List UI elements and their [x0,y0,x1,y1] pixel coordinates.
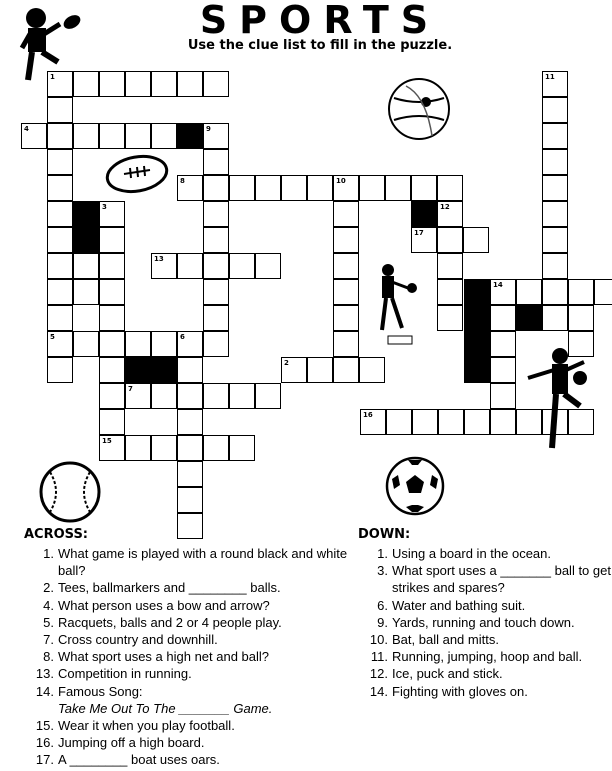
crossword-cell[interactable] [333,175,359,201]
football-icon [104,152,170,196]
clue-text: Running, jumping, hoop and ball. [392,649,583,665]
across-clue [24,683,354,717]
down-clue [358,631,612,648]
clue-text: A ________ boat uses oars. [58,752,220,768]
crossword-cell[interactable] [542,97,568,123]
crossword-cell[interactable] [73,279,99,305]
crossword-cell[interactable] [47,253,73,279]
crossword-cell[interactable] [177,435,203,461]
crossword-cell[interactable] [542,253,568,279]
crossword-cell[interactable] [307,357,333,383]
clue-text: Wear it when you play football. [58,718,235,734]
clue-text: What person uses a bow and arrow? [58,597,270,613]
clue-number: 3. [377,563,388,579]
crossword-cell[interactable] [99,305,125,331]
crossword-cell[interactable] [203,253,229,279]
crossword-cell[interactable] [203,331,229,357]
clue-text: Jumping off a high board. [58,735,205,751]
crossword-cell[interactable] [99,201,125,227]
crossword-cell[interactable] [99,383,125,409]
crossword-cell[interactable] [177,253,203,279]
crossword-cell[interactable] [99,331,125,357]
clue-number-label: 3 [102,203,107,211]
page-title: SPORTS [199,0,441,42]
clue-text: Famous Song: [58,683,143,699]
crossword-cell[interactable] [99,253,125,279]
clue-number-label: 6 [180,333,185,341]
crossword-cell[interactable] [73,253,99,279]
clue-number: 13. [35,666,54,682]
crossword-cell[interactable] [73,123,99,149]
crossword-cell[interactable] [99,357,125,383]
crossword-cell[interactable] [47,123,73,149]
clue-text: What sport uses a high net and ball? [58,649,270,665]
across-clue [24,545,354,579]
clue-text: Using a board in the ocean. [392,546,551,561]
crossword-cell[interactable] [99,227,125,253]
across-clue [24,717,354,734]
baseball-icon [38,460,102,524]
crossword-cell[interactable] [333,357,359,383]
clue-number: 5. [43,614,54,630]
crossword-cell[interactable] [542,175,568,201]
crossword-cell[interactable] [255,383,281,409]
crossword-cell[interactable] [542,227,568,253]
crossword-cell[interactable] [255,253,281,279]
crossword-cell[interactable] [47,149,73,175]
across-clue [24,665,354,682]
black-square [464,305,490,331]
across-clue [24,614,354,631]
crossword-cell[interactable] [568,279,594,305]
across-clues [24,527,354,769]
black-square [464,279,490,305]
crossword-cell[interactable] [437,227,463,253]
crossword-cell[interactable] [333,227,359,253]
crossword-cell[interactable] [99,123,125,149]
crossword-cell[interactable] [437,253,463,279]
crossword-cell[interactable] [255,175,281,201]
crossword-cell[interactable] [333,201,359,227]
crossword-cell[interactable] [47,227,73,253]
crossword-cell[interactable] [360,409,386,435]
black-square [125,357,151,383]
crossword-cell[interactable] [125,435,151,461]
clue-text: What sport uses a _______ ball to get strikes and spares? [392,563,611,596]
crossword-cell[interactable] [125,331,151,357]
crossword-cell[interactable] [281,357,307,383]
clue-number: 9. [377,614,388,630]
crossword-cell[interactable] [490,409,516,435]
crossword-cell[interactable] [203,435,229,461]
down-clue [358,683,612,700]
crossword-cell[interactable] [177,331,203,357]
across-clue [24,734,354,751]
clue-number: 17. [35,752,54,768]
crossword-cell[interactable] [307,175,333,201]
down-clue [358,665,612,682]
crossword-cell[interactable] [177,357,203,383]
black-square [516,305,542,331]
clue-text: Tees, ballmarkers and ________ balls. [58,580,281,596]
crossword-cell[interactable] [177,409,203,435]
clue-number: 2. [43,580,54,596]
crossword-cell[interactable] [177,71,203,97]
clue-number-label: 2 [284,359,289,367]
crossword-cell[interactable] [47,279,73,305]
crossword-cell[interactable] [125,123,151,149]
crossword-cell[interactable] [411,175,437,201]
crossword-cell[interactable] [490,331,516,357]
crossword-cell[interactable] [386,409,412,435]
black-square [73,201,99,227]
clue-text: Fighting with gloves on. [392,683,528,699]
clue-text: Ice, puck and stick. [392,666,503,682]
black-square [73,227,99,253]
clue-text: Competition in running. [58,666,192,682]
crossword-cell[interactable] [229,383,255,409]
down-clue [358,597,612,614]
crossword-cell[interactable] [412,409,438,435]
crossword-cell[interactable] [99,71,125,97]
crossword-cell[interactable] [385,175,411,201]
across-clue [24,631,354,648]
clue-number-label: 14 [493,281,503,289]
crossword-cell[interactable] [516,279,542,305]
crossword-cell[interactable] [47,201,73,227]
crossword-cell[interactable] [47,305,73,331]
across-clue [24,597,354,614]
crossword-cell[interactable] [229,253,255,279]
crossword-cell[interactable] [203,227,229,253]
crossword-cell[interactable] [177,461,203,487]
crossword-cell[interactable] [411,227,437,253]
clue-number: 12. [369,666,388,682]
clue-number: 1. [377,546,388,561]
volleyball-icon [386,76,452,142]
clue-number-label: 11 [545,73,555,81]
clue-number: 1. [43,546,54,561]
black-square [464,357,490,383]
clue-number-label: 5 [50,333,55,341]
clue-number: 16. [35,735,54,751]
clue-number: 6. [377,597,388,613]
crossword-cell[interactable] [203,305,229,331]
basketball-player-icon [372,262,420,348]
crossword-cell[interactable] [542,305,568,331]
clue-text: Bat, ball and mitts. [392,632,499,648]
crossword-cell[interactable] [437,305,463,331]
crossword-cell[interactable] [151,383,177,409]
crossword-cell[interactable] [359,357,385,383]
crossword-cell[interactable] [490,357,516,383]
clue-number-label: 10 [336,177,346,185]
crossword-cell[interactable] [151,123,177,149]
clue-number-label: 4 [24,125,29,133]
page-subtitle: Use the clue list to fill in the puzzle. [187,38,453,53]
clue-number-label: 15 [102,437,112,445]
down-clues [358,527,612,700]
crossword-cell[interactable] [594,279,612,305]
clue-text: Racquets, balls and 2 or 4 people play. [58,614,282,630]
football-player-icon [14,4,84,86]
crossword-cell[interactable] [437,201,463,227]
clue-number: 11. [370,649,388,665]
clue-number: 4. [43,597,54,613]
crossword-cell[interactable] [99,435,125,461]
clue-number-label: 16 [363,411,373,419]
crossword-cell[interactable] [151,331,177,357]
crossword-cell[interactable] [359,175,385,201]
soccer-player-icon [522,344,590,454]
crossword-cell[interactable] [542,149,568,175]
crossword-cell[interactable] [333,331,359,357]
clue-number: 10. [369,632,388,648]
clue-number-label: 1 [50,73,55,81]
clue-text: Cross country and downhill. [58,632,218,648]
crossword-cell[interactable] [177,175,203,201]
soccer-ball-icon [384,455,446,517]
clue-number: 7. [43,632,54,648]
down-clue [358,562,612,596]
crossword-cell[interactable] [542,71,568,97]
clue-number: 8. [43,649,54,665]
crossword-cell[interactable] [47,357,73,383]
crossword-cell[interactable] [203,279,229,305]
crossword-cell[interactable] [333,253,359,279]
crossword-cell[interactable] [99,409,125,435]
crossword-cell[interactable] [542,279,568,305]
crossword-cell[interactable] [47,175,73,201]
clue-number: 14. [369,683,388,699]
crossword-cell[interactable] [177,487,203,513]
crossword-cell[interactable] [438,409,464,435]
across-clue [24,751,354,768]
clue-number-label: 7 [128,385,133,393]
clue-text: Yards, running and touch down. [392,614,575,630]
crossword-cell[interactable] [73,331,99,357]
crossword-cell[interactable] [437,279,463,305]
down-heading: DOWN: [358,527,411,542]
crossword-cell[interactable] [47,331,73,357]
across-clue [24,579,354,596]
crossword-cell[interactable] [151,253,177,279]
clue-number-label: 8 [180,177,185,185]
clue-text: Water and bathing suit. [392,597,526,613]
crossword-cell[interactable] [542,123,568,149]
crossword-cell[interactable] [542,201,568,227]
clue-number: 15. [35,718,54,734]
crossword-cell[interactable] [281,175,307,201]
crossword-cell[interactable] [47,97,73,123]
crossword-cell[interactable] [203,175,229,201]
crossword-cell[interactable] [203,383,229,409]
crossword-cell[interactable] [125,71,151,97]
crossword-cell[interactable] [490,383,516,409]
clue-text: What game is played with a round black and white ball? [58,546,348,579]
across-clue [24,648,354,665]
across-heading: ACROSS: [24,527,89,542]
down-clue [358,648,612,665]
crossword-cell[interactable] [463,227,489,253]
clue-number-label: 9 [206,125,211,133]
crossword-cell[interactable] [568,305,594,331]
clue-number-label: 12 [440,203,450,211]
clue-number-label: 13 [154,255,164,263]
crossword-cell[interactable] [151,435,177,461]
black-square [151,357,177,383]
crossword-cell[interactable] [464,409,490,435]
clue-number-label: 17 [414,229,424,237]
black-square [464,331,490,357]
crossword-cell[interactable] [490,279,516,305]
down-clue [358,545,612,562]
crossword-cell[interactable] [203,149,229,175]
crossword-cell[interactable] [203,201,229,227]
crossword-cell[interactable] [177,383,203,409]
crossword-cell[interactable] [229,175,255,201]
crossword-cell[interactable] [333,279,359,305]
black-square [411,201,437,227]
black-square [177,123,203,149]
clue-number: 14. [35,683,54,699]
crossword-cell[interactable] [490,305,516,331]
crossword-cell[interactable] [229,435,255,461]
crossword-cell[interactable] [203,71,229,97]
crossword-cell[interactable] [125,383,151,409]
down-clue [358,614,612,631]
crossword-cell[interactable] [203,123,229,149]
crossword-cell[interactable] [437,175,463,201]
clue-italic-text: Take Me Out To The _______ Game. [58,700,273,716]
crossword-cell[interactable] [21,123,47,149]
crossword-cell[interactable] [151,71,177,97]
crossword-cell[interactable] [333,305,359,331]
crossword-cell[interactable] [99,279,125,305]
